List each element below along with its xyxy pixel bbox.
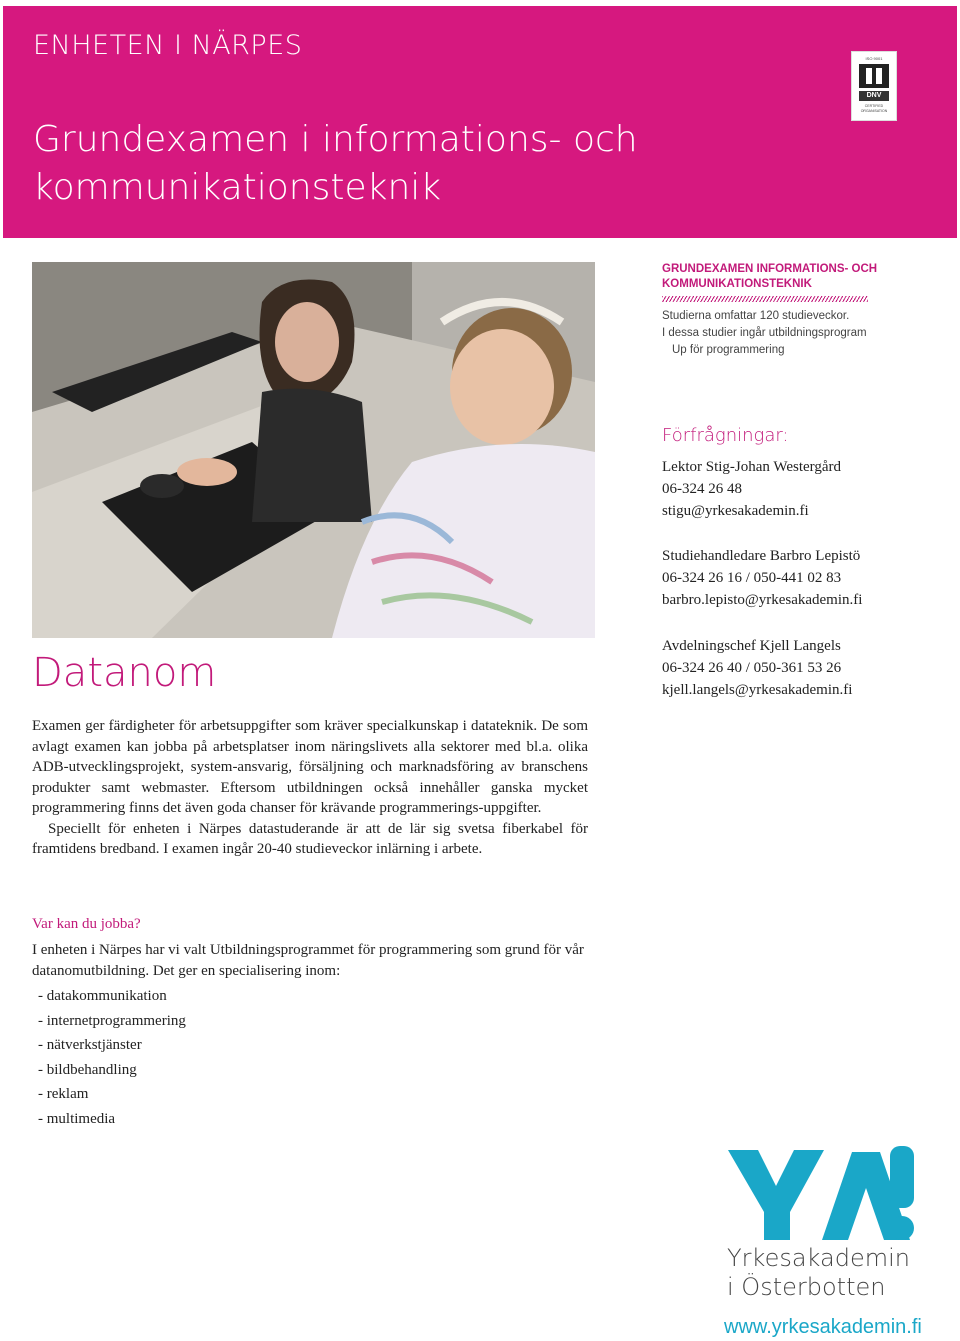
list-item: - datakommunikation xyxy=(38,988,167,1004)
program-heading xyxy=(662,262,942,292)
contact-name: Avdelningschef Kjell Langels xyxy=(662,638,841,654)
contact-phone: 06-324 26 16 / 050-441 02 83 xyxy=(662,570,842,586)
study-info-line2: I dessa studier ingår utbildningsprogram xyxy=(662,327,867,339)
contact-phone: 06-324 26 48 xyxy=(662,481,742,497)
program-info xyxy=(662,262,942,359)
datanom-heading: Datanom xyxy=(32,650,217,696)
page-title xyxy=(33,116,733,212)
certificate-caption: CERTIFIED ORGANISATION xyxy=(860,104,888,113)
datanom-paragraph-1: Examen ger färdigheter för arbetsuppgifter som kräver specialkunskap i datateknik. De som avlagt examen kan jobba på arbetsplatser inom näringslivets alla sektorer med bl.a. olika ADB-utvecklingsprojekt, system-ansvarig, försäljning och marknadsföring av branschens produkter samt webmaster. Eftersom utbildningen också innehåller ganska mycket programmering finns det även goda chanser för krävande programmerings-uppgifter. xyxy=(32,718,588,816)
contact-phone: 06-324 26 40 / 050-361 53 26 xyxy=(662,660,842,676)
header-banner xyxy=(3,6,957,238)
contact-lepisto xyxy=(662,545,942,611)
contact-email[interactable]: stigu@yrkesakademin.fi xyxy=(662,503,809,519)
datanom-paragraph-2: Speciellt för enheten i Närpes datastuderande är att de lär sig svetsa fiberkabel för framtidens bredband. I examen ingår 20-40 studieveckor inlärning i arbete. xyxy=(32,820,588,857)
ya-logo xyxy=(724,1140,924,1260)
program-heading-line2: KOMMUNIKATIONSTEKNIK xyxy=(662,278,812,290)
iso-label: ISO 9001 xyxy=(865,56,883,61)
inquiries-title: Förfrågningar: xyxy=(662,425,789,446)
page-title-line2: kommunikationsteknik xyxy=(33,167,442,208)
contact-name: Lektor Stig-Johan Westergård xyxy=(662,459,842,475)
work-heading: Var kan du jobba? xyxy=(32,916,141,932)
study-info-line3: Up för programmering xyxy=(672,344,785,356)
work-intro: I enheten i Närpes har vi valt Utbildningsprogrammet för programmering som grund för vår datanomutbildning. Det ger en specialisering inom: xyxy=(32,942,584,979)
contact-email[interactable]: kjell.langels@yrkesakademin.fi xyxy=(662,682,853,698)
students-photo-illustration xyxy=(32,262,595,638)
organization-name-line2: i Österbotten xyxy=(727,1273,886,1301)
website-link[interactable]: www.yrkesakademin.fi xyxy=(724,1316,922,1338)
contact-name: Studiehandledare Barbro Lepistö xyxy=(662,548,861,564)
list-item: - internetprogrammering xyxy=(38,1012,186,1029)
study-info-line1: Studierna omfattar 120 studieveckor. xyxy=(662,310,850,322)
list-item: - bildbehandling xyxy=(38,1061,137,1078)
list-item: - reklam xyxy=(38,1086,89,1102)
students-photo xyxy=(32,262,595,638)
iso-certificate-badge xyxy=(851,51,897,121)
specialization-list xyxy=(38,984,186,1131)
unit-title: ENHETEN I NÄRPES xyxy=(33,30,303,61)
contact-email[interactable]: barbro.lepisto@yrkesakademin.fi xyxy=(662,592,863,608)
hatch-divider xyxy=(662,296,868,302)
datanom-description xyxy=(32,716,588,860)
contact-westergard xyxy=(662,456,942,522)
contact-langels xyxy=(662,635,942,701)
organization-name xyxy=(727,1244,910,1302)
program-heading-line1: GRUNDEXAMEN INFORMATIONS- OCH xyxy=(662,263,878,275)
page-title-line1: Grundexamen i informations- och xyxy=(33,119,638,160)
study-info xyxy=(662,308,942,359)
organization-name-line1: Yrkesakademin xyxy=(727,1244,910,1272)
list-item: - multimedia xyxy=(38,1110,116,1127)
dnv-label: DNV xyxy=(859,91,889,101)
certificate-emblem-icon xyxy=(859,64,889,88)
list-item: - nätverkstjänster xyxy=(38,1037,142,1053)
